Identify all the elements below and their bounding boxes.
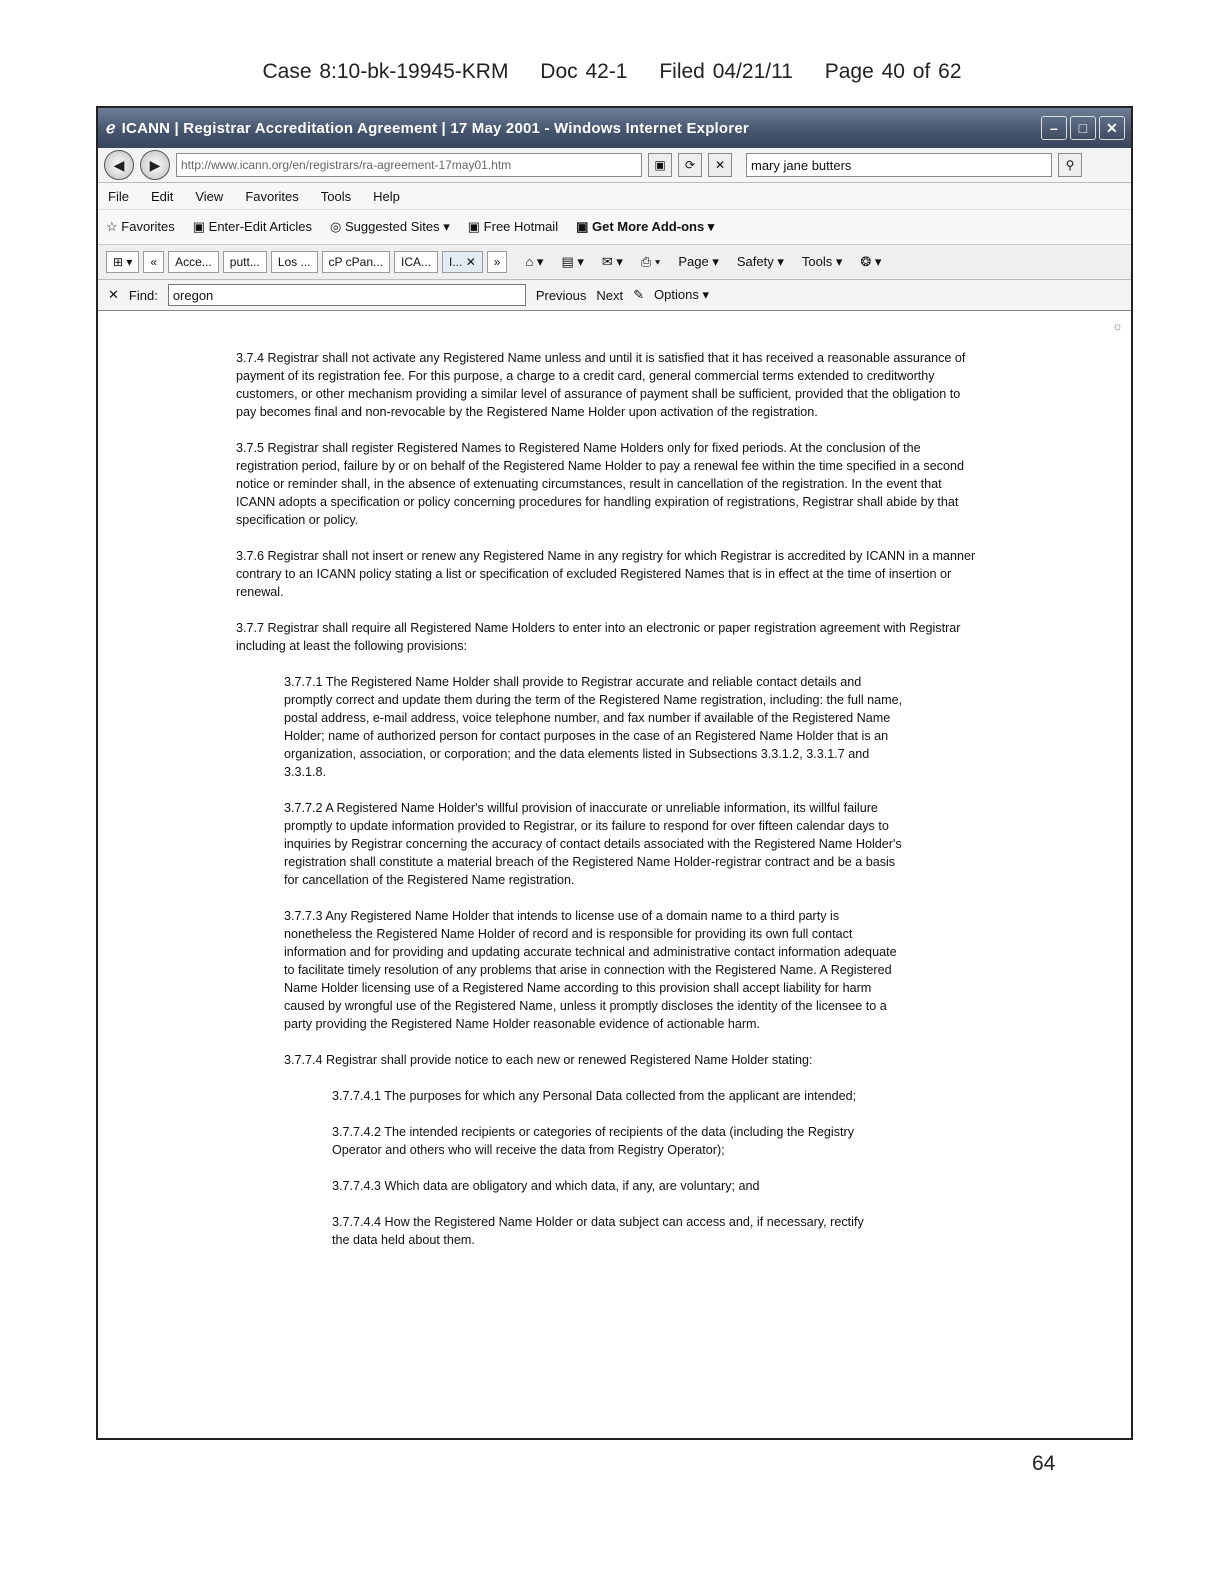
menu-file[interactable]: File bbox=[108, 188, 129, 204]
tools-menu[interactable]: Tools ▾ bbox=[801, 254, 843, 269]
favorites-bar bbox=[98, 210, 1131, 245]
ie-logo-icon: ℯ bbox=[106, 120, 116, 137]
paragraph-3-7-7-1: 3.7.7.1 The Registered Name Holder shall provide to Registrar accurate and reliable contact details and promptly correct and update them during the term of the Registered Name registration, including: the full name, postal address, e-mail address, voice telephone number, and fax number if available of the Registered Name Holder; name of authorized person for contact purposes in the case of an Registered Name Holder that is an organization, association, or corporation; and the data elements listed in Subsections 3.3.1.2, 3.3.1.7 and 3.3.1.8. bbox=[284, 675, 903, 779]
paragraph-3-7-7-4-2: 3.7.7.4.2 The intended recipients or categories of recipients of the data (including the Registry Operator and others who will receive the data from Registry Operator); bbox=[332, 1125, 855, 1157]
tab-putt[interactable]: putt... bbox=[223, 251, 267, 273]
scroll-marker-icon: ☼ bbox=[1112, 319, 1123, 333]
forward-button[interactable]: ▶ bbox=[140, 150, 170, 180]
find-input[interactable]: oregon bbox=[168, 284, 526, 306]
case-number: Case 8:10-bk-19945-KRM bbox=[262, 60, 509, 83]
refresh-icon[interactable]: ⟳ bbox=[678, 153, 702, 177]
print-icon[interactable]: ⎙ ▾ bbox=[640, 254, 661, 269]
highlight-icon[interactable]: ✎ bbox=[633, 287, 645, 302]
back-button[interactable]: ◀ bbox=[104, 150, 134, 180]
find-label: Find: bbox=[128, 287, 158, 303]
close-button[interactable]: ✕ bbox=[1099, 116, 1125, 140]
paragraph-3-7-5: 3.7.5 Registrar shall register Registered Names to Registered Name Holders only for fixed periods. At the conclusion of the registration period, failure by or on behalf of the Registered Name Holder to pay a renewal fee within the time specified in a second notice or reminder shall, in the absence of extenuating circumstances, result in cancellation of the registration. In the event that ICANN adopts a specification or policy concerning procedures for handling expiration of registrations, Registrar shall abide by that specification or policy. bbox=[236, 441, 965, 527]
help-icon[interactable]: ❂ ▾ bbox=[860, 254, 882, 269]
paragraph-3-7-4: 3.7.4 Registrar shall not activate any Registered Name unless and until it is satisfied that it has received a reasonable assurance of payment of its registration fee. For this purpose, a charge to a credit card, general commercial terms extended to creditworthy customers, or other mechanism providing a similar level of assurance of payment shall be sufficient, provided that the obligation to pay becomes final and non-revocable by the Registered Name Holder upon activation of the registration. bbox=[236, 351, 966, 419]
title-bar bbox=[98, 108, 1131, 148]
menu-edit[interactable]: Edit bbox=[150, 188, 174, 204]
url-input[interactable]: http://www.icann.org/en/registrars/ra-agreement-17may01.htm bbox=[176, 153, 642, 177]
doc-number: Doc 42-1 bbox=[540, 60, 628, 83]
find-options-button[interactable]: Options ▾ bbox=[654, 287, 709, 302]
tab-ica[interactable]: ICA... bbox=[394, 251, 438, 273]
tab-active[interactable]: I... ✕ bbox=[442, 251, 483, 273]
home-icon[interactable]: ⌂ ▾ bbox=[525, 254, 544, 269]
paragraph-3-7-6: 3.7.6 Registrar shall not insert or renew any Registered Name in any registry for which Registrar is accredited by ICANN in a manner contrary to an ICANN policy stating a list or specification of excluded Registered Names that is in effect at the time of insertion or renewal. bbox=[236, 549, 976, 599]
mail-icon[interactable]: ✉ ▾ bbox=[601, 254, 623, 269]
tab-cpanel[interactable]: cP cPan... bbox=[322, 251, 390, 273]
page-of: Page 40 of 62 bbox=[824, 60, 962, 83]
favorites-button[interactable]: ☆ Favorites bbox=[106, 219, 175, 234]
tab-scroll-right[interactable]: » bbox=[487, 251, 508, 273]
compatibility-icon[interactable]: ▣ bbox=[648, 153, 672, 177]
page-number: 64 bbox=[1032, 1452, 1056, 1475]
fav-enter-edit-articles[interactable]: ▣ Enter-Edit Articles bbox=[192, 219, 312, 234]
case-header bbox=[0, 60, 1224, 84]
find-next-button[interactable]: Next bbox=[596, 287, 624, 303]
stop-icon[interactable]: ✕ bbox=[708, 153, 732, 177]
tab-los[interactable]: Los ... bbox=[271, 251, 318, 273]
menu-favorites[interactable]: Favorites bbox=[245, 188, 299, 204]
paragraph-3-7-7: 3.7.7 Registrar shall require all Registered Name Holders to enter into an electronic or paper registration agreement with Registrar including at least the following provisions: bbox=[236, 621, 961, 653]
paragraph-3-7-7-4: 3.7.7.4 Registrar shall provide notice to each new or renewed Registered Name Holder stating: bbox=[284, 1053, 813, 1067]
address-bar bbox=[98, 148, 1131, 183]
minimize-button[interactable]: – bbox=[1041, 116, 1067, 140]
menu-help[interactable]: Help bbox=[373, 188, 400, 204]
paragraph-3-7-7-4-1: 3.7.7.4.1 The purposes for which any Personal Data collected from the applicant are intended; bbox=[332, 1089, 857, 1103]
fav-free-hotmail[interactable]: ▣ Free Hotmail bbox=[467, 219, 559, 234]
quick-tabs-button[interactable]: ⊞ ▾ bbox=[106, 251, 139, 273]
menu-tools[interactable]: Tools bbox=[320, 188, 352, 204]
maximize-button[interactable]: □ bbox=[1070, 116, 1096, 140]
paragraph-3-7-7-4-3: 3.7.7.4.3 Which data are obligatory and which data, if any, are voluntary; and bbox=[332, 1179, 760, 1193]
tab-bar bbox=[98, 245, 1131, 280]
find-close-icon[interactable]: ✕ bbox=[108, 287, 119, 302]
page-menu[interactable]: Page ▾ bbox=[678, 254, 719, 269]
filed-date: Filed 04/21/11 bbox=[659, 60, 793, 83]
tab-scroll-left[interactable]: « bbox=[143, 251, 164, 273]
find-bar bbox=[98, 280, 1131, 311]
menu-bar bbox=[98, 183, 1131, 210]
search-input[interactable]: mary jane butters bbox=[746, 153, 1052, 177]
safety-menu[interactable]: Safety ▾ bbox=[736, 254, 784, 269]
find-previous-button[interactable]: Previous bbox=[535, 287, 587, 303]
paragraph-3-7-7-4-4: 3.7.7.4.4 How the Registered Name Holder or data subject can access and, if necessary, rectify the data held about them. bbox=[332, 1215, 864, 1247]
search-icon[interactable]: ⚲ bbox=[1058, 153, 1082, 177]
page-content bbox=[98, 311, 1131, 1249]
paragraph-3-7-7-2: 3.7.7.2 A Registered Name Holder's willful provision of inaccurate or unreliable information, its willful failure promptly to update information provided to Registrar, or its failure to respond for over fifteen calendar days to inquiries by Registrar concerning the accuracy of contact details associated with the Registered Name Holder's registration shall constitute a material breach of the Registered Name Holder-registrar contract and be a basis for cancellation of the Registered Name registration. bbox=[284, 801, 902, 887]
window-title: ICANN | Registrar Accreditation Agreement | 17 May 2001 - Windows Internet Explorer bbox=[121, 119, 749, 137]
fav-suggested-sites[interactable]: ◎ Suggested Sites ▾ bbox=[329, 219, 450, 234]
feeds-icon[interactable]: ▤ ▾ bbox=[561, 254, 584, 269]
tab-close-icon[interactable]: ✕ bbox=[465, 255, 476, 269]
menu-view[interactable]: View bbox=[195, 188, 224, 204]
browser-window bbox=[96, 106, 1133, 1440]
fav-get-more-addons[interactable]: ▣ Get More Add-ons ▾ bbox=[576, 219, 715, 234]
tab-acce[interactable]: Acce... bbox=[168, 251, 219, 273]
paragraph-3-7-7-3: 3.7.7.3 Any Registered Name Holder that intends to license use of a domain name to a third party is nonetheless the Registered Name Holder of record and is responsible for providing its own full contact information and for providing and updating accurate technical and administrative contact information adequate to facilitate timely resolution of any problems that arise in connection with the Registered Name. A Registered Name Holder licensing use of a Registered Name according to this provision shall accept liability for harm caused by wrongful use of the Registered Name, unless it promptly discloses the identity of the licensee to a party providing the Registered Name Holder reasonable evidence of actionable harm. bbox=[284, 909, 897, 1031]
